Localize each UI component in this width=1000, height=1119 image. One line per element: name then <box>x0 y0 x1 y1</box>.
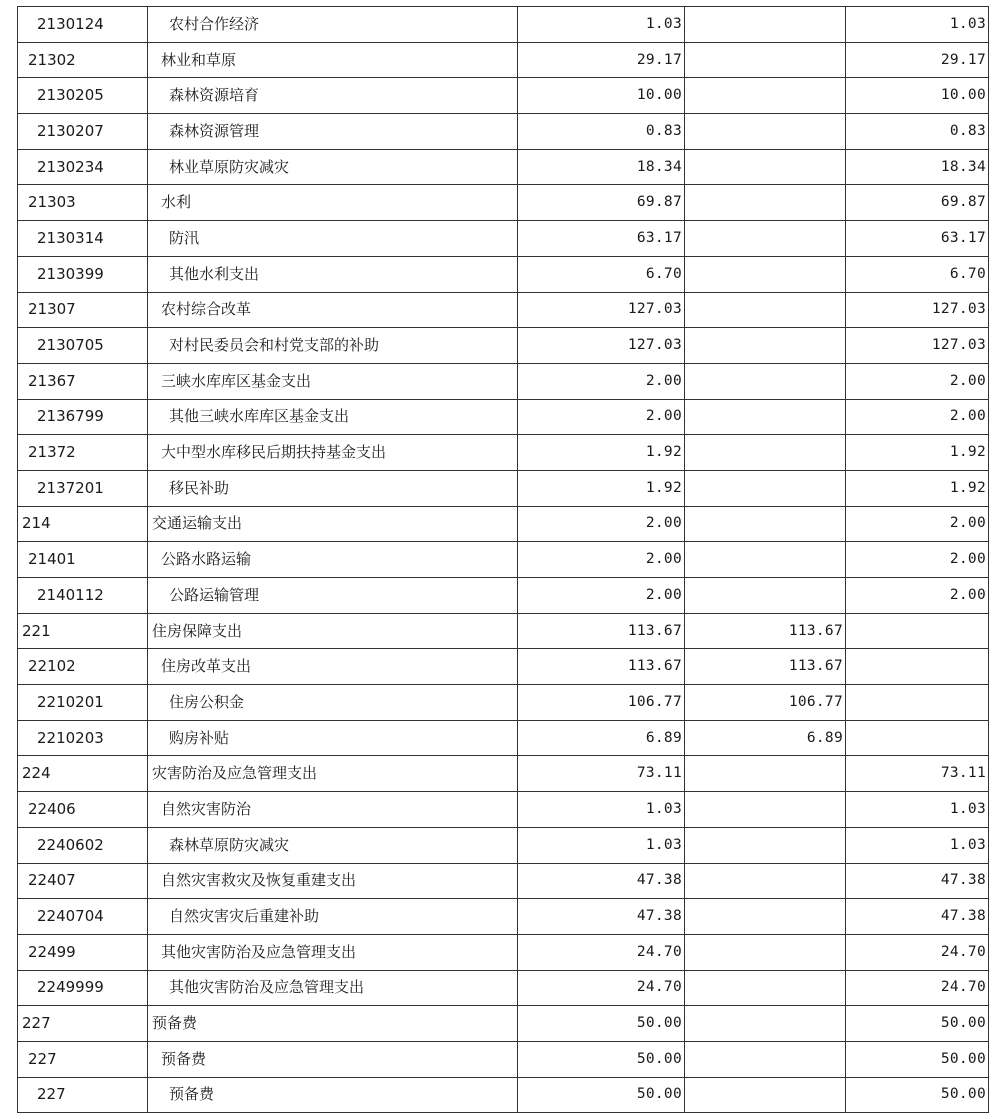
total-amount-cell: 6.70 <box>518 256 685 292</box>
subject-name-cell: 农村合作经济 <box>148 7 518 43</box>
subject-code-cell: 22407 <box>18 863 148 899</box>
subject-code-cell: 224 <box>18 756 148 792</box>
subject-code-cell: 21372 <box>18 435 148 471</box>
project-expenditure-cell: 2.00 <box>846 506 989 542</box>
subject-name-cell: 林业草原防灾减灾 <box>148 149 518 185</box>
table-row <box>18 7 989 43</box>
basic-expenditure-cell <box>685 792 846 828</box>
subject-name-cell: 其他灾害防治及应急管理支出 <box>148 970 518 1006</box>
project-expenditure-cell: 47.38 <box>846 899 989 935</box>
project-expenditure-cell: 50.00 <box>846 1041 989 1077</box>
project-expenditure-cell: 2.00 <box>846 542 989 578</box>
subject-code-cell: 21303 <box>18 185 148 221</box>
table-row <box>18 114 989 150</box>
project-expenditure-cell: 1.03 <box>846 792 989 828</box>
subject-code-cell: 21302 <box>18 42 148 78</box>
total-amount-cell: 24.70 <box>518 934 685 970</box>
basic-expenditure-cell: 106.77 <box>685 685 846 721</box>
table-row <box>18 328 989 364</box>
subject-name-cell: 自然灾害防治 <box>148 792 518 828</box>
subject-code-cell: 21401 <box>18 542 148 578</box>
total-amount-cell: 1.03 <box>518 827 685 863</box>
subject-name-cell: 预备费 <box>148 1041 518 1077</box>
subject-name-cell: 农村综合改革 <box>148 292 518 328</box>
subject-name-cell: 购房补贴 <box>148 720 518 756</box>
subject-code-cell: 227 <box>18 1006 148 1042</box>
subject-code-cell: 2210201 <box>18 685 148 721</box>
project-expenditure-cell: 127.03 <box>846 328 989 364</box>
basic-expenditure-cell <box>685 1041 846 1077</box>
subject-code-cell: 2130205 <box>18 78 148 114</box>
subject-name-cell: 其他水利支出 <box>148 256 518 292</box>
subject-code-cell: 2249999 <box>18 970 148 1006</box>
subject-name-cell: 大中型水库移民后期扶持基金支出 <box>148 435 518 471</box>
basic-expenditure-cell <box>685 328 846 364</box>
basic-expenditure-cell <box>685 399 846 435</box>
subject-code-cell: 2130207 <box>18 114 148 150</box>
total-amount-cell: 73.11 <box>518 756 685 792</box>
basic-expenditure-cell <box>685 256 846 292</box>
table-row <box>18 399 989 435</box>
subject-name-cell: 自然灾害救灾及恢复重建支出 <box>148 863 518 899</box>
table-row <box>18 256 989 292</box>
total-amount-cell: 50.00 <box>518 1041 685 1077</box>
total-amount-cell: 47.38 <box>518 863 685 899</box>
project-expenditure-cell: 50.00 <box>846 1077 989 1113</box>
subject-name-cell: 住房公积金 <box>148 685 518 721</box>
total-amount-cell: 1.92 <box>518 470 685 506</box>
table-row <box>18 1006 989 1042</box>
subject-code-cell: 2240704 <box>18 899 148 935</box>
subject-name-cell: 预备费 <box>148 1006 518 1042</box>
basic-expenditure-cell <box>685 578 846 614</box>
basic-expenditure-cell <box>685 970 846 1006</box>
basic-expenditure-cell: 113.67 <box>685 649 846 685</box>
project-expenditure-cell: 1.03 <box>846 7 989 43</box>
basic-expenditure-cell <box>685 756 846 792</box>
subject-name-cell: 预备费 <box>148 1077 518 1113</box>
subject-name-cell: 公路水路运输 <box>148 542 518 578</box>
subject-code-cell: 227 <box>18 1077 148 1113</box>
basic-expenditure-cell <box>685 149 846 185</box>
table-row <box>18 792 989 828</box>
subject-name-cell: 林业和草原 <box>148 42 518 78</box>
table-body <box>18 7 989 1113</box>
project-expenditure-cell: 1.92 <box>846 435 989 471</box>
table-row <box>18 542 989 578</box>
total-amount-cell: 29.17 <box>518 42 685 78</box>
subject-code-cell: 2240602 <box>18 827 148 863</box>
subject-name-cell: 公路运输管理 <box>148 578 518 614</box>
basic-expenditure-cell <box>685 506 846 542</box>
total-amount-cell: 47.38 <box>518 899 685 935</box>
subject-name-cell: 住房保障支出 <box>148 613 518 649</box>
total-amount-cell: 6.89 <box>518 720 685 756</box>
table-row <box>18 149 989 185</box>
table-row <box>18 899 989 935</box>
subject-name-cell: 防汛 <box>148 221 518 257</box>
subject-name-cell: 森林草原防灾减灾 <box>148 827 518 863</box>
total-amount-cell: 113.67 <box>518 649 685 685</box>
basic-expenditure-cell <box>685 435 846 471</box>
basic-expenditure-cell <box>685 7 846 43</box>
project-expenditure-cell: 50.00 <box>846 1006 989 1042</box>
basic-expenditure-cell <box>685 827 846 863</box>
total-amount-cell: 2.00 <box>518 578 685 614</box>
basic-expenditure-cell: 6.89 <box>685 720 846 756</box>
subject-code-cell: 22499 <box>18 934 148 970</box>
basic-expenditure-cell <box>685 542 846 578</box>
project-expenditure-cell: 73.11 <box>846 756 989 792</box>
table-row <box>18 1041 989 1077</box>
table-row <box>18 613 989 649</box>
basic-expenditure-cell: 113.67 <box>685 613 846 649</box>
subject-name-cell: 交通运输支出 <box>148 506 518 542</box>
basic-expenditure-cell <box>685 363 846 399</box>
project-expenditure-cell: 29.17 <box>846 42 989 78</box>
project-expenditure-cell: 63.17 <box>846 221 989 257</box>
basic-expenditure-cell <box>685 78 846 114</box>
project-expenditure-cell: 1.92 <box>846 470 989 506</box>
total-amount-cell: 50.00 <box>518 1006 685 1042</box>
total-amount-cell: 1.92 <box>518 435 685 471</box>
basic-expenditure-cell <box>685 934 846 970</box>
total-amount-cell: 127.03 <box>518 292 685 328</box>
table-row <box>18 506 989 542</box>
subject-name-cell: 三峡水库库区基金支出 <box>148 363 518 399</box>
project-expenditure-cell: 1.03 <box>846 827 989 863</box>
basic-expenditure-cell <box>685 42 846 78</box>
project-expenditure-cell: 18.34 <box>846 149 989 185</box>
subject-code-cell: 2210203 <box>18 720 148 756</box>
project-expenditure-cell: 69.87 <box>846 185 989 221</box>
subject-code-cell: 221 <box>18 613 148 649</box>
subject-name-cell: 移民补助 <box>148 470 518 506</box>
budget-expenditure-table <box>17 6 989 1113</box>
subject-code-cell: 22102 <box>18 649 148 685</box>
total-amount-cell: 113.67 <box>518 613 685 649</box>
total-amount-cell: 1.03 <box>518 792 685 828</box>
table-row <box>18 720 989 756</box>
table-row <box>18 185 989 221</box>
subject-name-cell: 其他灾害防治及应急管理支出 <box>148 934 518 970</box>
project-expenditure-cell <box>846 720 989 756</box>
total-amount-cell: 1.03 <box>518 7 685 43</box>
subject-code-cell: 2137201 <box>18 470 148 506</box>
subject-name-cell: 灾害防治及应急管理支出 <box>148 756 518 792</box>
subject-code-cell: 2130234 <box>18 149 148 185</box>
subject-name-cell: 自然灾害灾后重建补助 <box>148 899 518 935</box>
total-amount-cell: 2.00 <box>518 542 685 578</box>
table-row <box>18 470 989 506</box>
table-row <box>18 292 989 328</box>
total-amount-cell: 106.77 <box>518 685 685 721</box>
table-row <box>18 970 989 1006</box>
table-row <box>18 78 989 114</box>
subject-name-cell: 水利 <box>148 185 518 221</box>
basic-expenditure-cell <box>685 292 846 328</box>
project-expenditure-cell: 47.38 <box>846 863 989 899</box>
subject-code-cell: 21367 <box>18 363 148 399</box>
subject-code-cell: 2130705 <box>18 328 148 364</box>
table-row <box>18 863 989 899</box>
basic-expenditure-cell <box>685 863 846 899</box>
project-expenditure-cell <box>846 649 989 685</box>
basic-expenditure-cell <box>685 470 846 506</box>
project-expenditure-cell: 10.00 <box>846 78 989 114</box>
subject-name-cell: 森林资源管理 <box>148 114 518 150</box>
basic-expenditure-cell <box>685 899 846 935</box>
subject-code-cell: 2130399 <box>18 256 148 292</box>
project-expenditure-cell: 0.83 <box>846 114 989 150</box>
total-amount-cell: 18.34 <box>518 149 685 185</box>
project-expenditure-cell: 24.70 <box>846 970 989 1006</box>
total-amount-cell: 24.70 <box>518 970 685 1006</box>
table-row <box>18 756 989 792</box>
project-expenditure-cell: 2.00 <box>846 578 989 614</box>
subject-name-cell: 其他三峡水库库区基金支出 <box>148 399 518 435</box>
subject-code-cell: 21307 <box>18 292 148 328</box>
table-row <box>18 435 989 471</box>
table-row <box>18 685 989 721</box>
total-amount-cell: 2.00 <box>518 506 685 542</box>
basic-expenditure-cell <box>685 114 846 150</box>
table-row <box>18 934 989 970</box>
basic-expenditure-cell <box>685 1077 846 1113</box>
subject-name-cell: 森林资源培育 <box>148 78 518 114</box>
subject-code-cell: 2140112 <box>18 578 148 614</box>
project-expenditure-cell: 2.00 <box>846 399 989 435</box>
table-row <box>18 649 989 685</box>
subject-code-cell: 22406 <box>18 792 148 828</box>
project-expenditure-cell: 24.70 <box>846 934 989 970</box>
subject-code-cell: 2130124 <box>18 7 148 43</box>
table-row <box>18 221 989 257</box>
total-amount-cell: 2.00 <box>518 399 685 435</box>
project-expenditure-cell <box>846 613 989 649</box>
project-expenditure-cell: 2.00 <box>846 363 989 399</box>
total-amount-cell: 69.87 <box>518 185 685 221</box>
total-amount-cell: 50.00 <box>518 1077 685 1113</box>
subject-name-cell: 对村民委员会和村党支部的补助 <box>148 328 518 364</box>
subject-name-cell: 住房改革支出 <box>148 649 518 685</box>
total-amount-cell: 2.00 <box>518 363 685 399</box>
project-expenditure-cell <box>846 685 989 721</box>
basic-expenditure-cell <box>685 1006 846 1042</box>
project-expenditure-cell: 127.03 <box>846 292 989 328</box>
basic-expenditure-cell <box>685 221 846 257</box>
subject-code-cell: 2130314 <box>18 221 148 257</box>
subject-code-cell: 214 <box>18 506 148 542</box>
total-amount-cell: 63.17 <box>518 221 685 257</box>
total-amount-cell: 0.83 <box>518 114 685 150</box>
total-amount-cell: 127.03 <box>518 328 685 364</box>
table-row <box>18 827 989 863</box>
total-amount-cell: 10.00 <box>518 78 685 114</box>
table-row <box>18 363 989 399</box>
project-expenditure-cell: 6.70 <box>846 256 989 292</box>
table-row <box>18 42 989 78</box>
subject-code-cell: 227 <box>18 1041 148 1077</box>
table-row <box>18 578 989 614</box>
table-row <box>18 1077 989 1113</box>
subject-code-cell: 2136799 <box>18 399 148 435</box>
basic-expenditure-cell <box>685 185 846 221</box>
